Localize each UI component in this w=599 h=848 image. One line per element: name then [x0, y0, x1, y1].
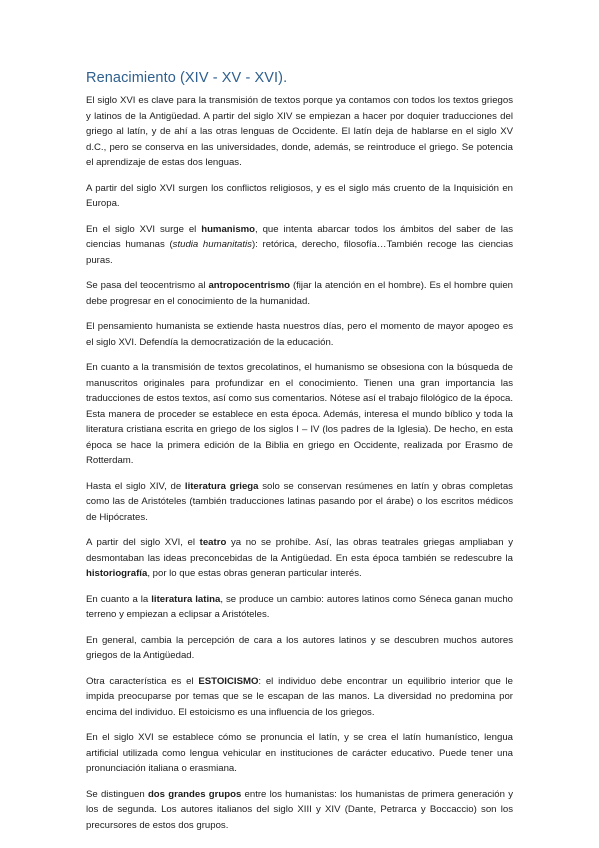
text-run: En cuanto a la	[86, 593, 152, 605]
paragraph	[86, 278, 513, 309]
text-run: Se pasa del teocentrismo al	[86, 280, 209, 291]
text-run: ): retórica, derecho, filosofía…También recoge las ciencias puras.	[86, 239, 513, 266]
text-run: , que intenta abarcar todos los ámbitos del saber de las ciencias humanas (	[86, 223, 513, 250]
text-run: En el siglo XVI se establece cómo se pronuncia el latín, y se crea el latín humanístico, lengua artificial utilizada como lengua vehicular en instituciones de carácter educativo. Puede tener una pronunciación italiana o erasmiana.	[86, 732, 513, 774]
text-run: ya no se prohíbe. Así, las obras teatrales griegas ampliaban y desmontaban las ideas preconcebidas de la Antigüedad. En esta época también se redescubre la	[86, 537, 513, 564]
bold-term: literatura latina	[151, 593, 221, 605]
paragraph	[86, 674, 513, 721]
bold-term: historiografía	[86, 568, 148, 579]
italic-term: studia humanitatis	[172, 239, 252, 250]
page-title: Renacimiento (XIV - XV - XVI).	[86, 70, 288, 86]
text-run: En general, cambia la percepción de cara a los autores latinos y se descubren muchos autores griegos de la Antigüedad.	[86, 634, 513, 661]
text-run: , se produce un cambio: autores latinos como Séneca ganan mucho terreno y empiezan a eclipsar a Aristóteles.	[86, 593, 513, 620]
paragraph	[86, 592, 513, 623]
text-run: El siglo XVI es clave para la transmisión de textos porque ya contamos con todos los textos griegos y latinos de la Antigüedad. A partir del siglo XIV se empiezan a hacer por doquier traducciones del griego al latín, y de ahí a las otras lenguas de Occidente. El latín deja de hablarse en el siglo XV d.C., pero se conserva en las universidades, donde, además, se reintroduce el griego. Se potencia el aprendizaje de estas dos lenguas.	[86, 95, 513, 168]
paragraph	[86, 535, 513, 582]
paragraph	[86, 181, 513, 212]
text-run: A partir del siglo XVI surgen los conflictos religiosos, y es el siglo más cruento de la Inquisición en Europa.	[86, 182, 513, 209]
paragraph	[86, 633, 513, 664]
bold-term: humanismo	[201, 223, 256, 235]
paragraph	[86, 730, 513, 777]
document-page	[86, 70, 513, 843]
text-run: En el siglo XVI surge el	[86, 223, 202, 235]
text-run: Otra característica es el	[86, 675, 199, 687]
text-run: A partir del siglo XVI, el	[86, 537, 200, 548]
paragraph	[86, 360, 513, 469]
paragraph	[86, 319, 513, 350]
paragraph	[86, 222, 513, 269]
bold-term: teatro	[199, 537, 227, 548]
text-run: , por lo que estas obras generan particular interés.	[147, 568, 362, 579]
bold-term: ESTOICISMO	[198, 675, 259, 687]
paragraph	[86, 93, 513, 171]
text-run: entre los humanistas: los humanistas de primera generación y los de segunda. Los autores italianos del siglo XIII y XIV (Dante, Petrarca y Boccaccio) son los precursores de estos dos grupos.	[86, 788, 513, 831]
text-run: El pensamiento humanista se extiende hasta nuestros días, pero el momento de mayor apogeo es el siglo XVI. Defendía la democratización de la educación.	[86, 321, 513, 348]
bold-term: literatura griega	[184, 480, 259, 492]
text-run: Hasta el siglo XIV, de	[86, 480, 185, 492]
text-run: solo se conservan resúmenes en latín y obras completas como las de Aristóteles (también traducciones latinas pasando por el árabe) o los escritos médicos de Hipócrates.	[86, 480, 513, 523]
text-run: Se distinguen	[86, 788, 148, 800]
text-run: : el individuo debe encontrar un equilibrio interior que le impida preocuparse por temas que se le escapan de las manos. La diversidad no predomina por encima del individuo. El estoicismo es una influencia de los griegos.	[86, 675, 514, 718]
bold-term: antropocentrismo	[208, 280, 290, 291]
text-run: (fijar la atención en el hombre). Es el hombre quien debe progresar en el conocimiento de la humanidad.	[86, 280, 513, 307]
paragraph	[86, 787, 513, 834]
text-run: En cuanto a la transmisión de textos grecolatinos, el humanismo se obsesiona con la búsqueda de manuscritos originales para profundizar en el conocimiento. Tienen una gran importancia las traducciones de estos textos, así como sus comentarios. Nótese así el trabajo filológico de la época. Esta manera de proceder se establece en esta época. Además, interesa el mundo bíblico y toda la literatura cristiana escrita en griego de los siglos I – IV (los padres de la Iglesia). De hecho, en esta época se hace la primera edición de la Biblia en griego en Occidente, realizada por Erasmo de Rotterdam.	[86, 362, 513, 466]
paragraph	[86, 479, 513, 526]
bold-term: dos grandes grupos	[147, 788, 242, 800]
document-body	[86, 93, 513, 833]
